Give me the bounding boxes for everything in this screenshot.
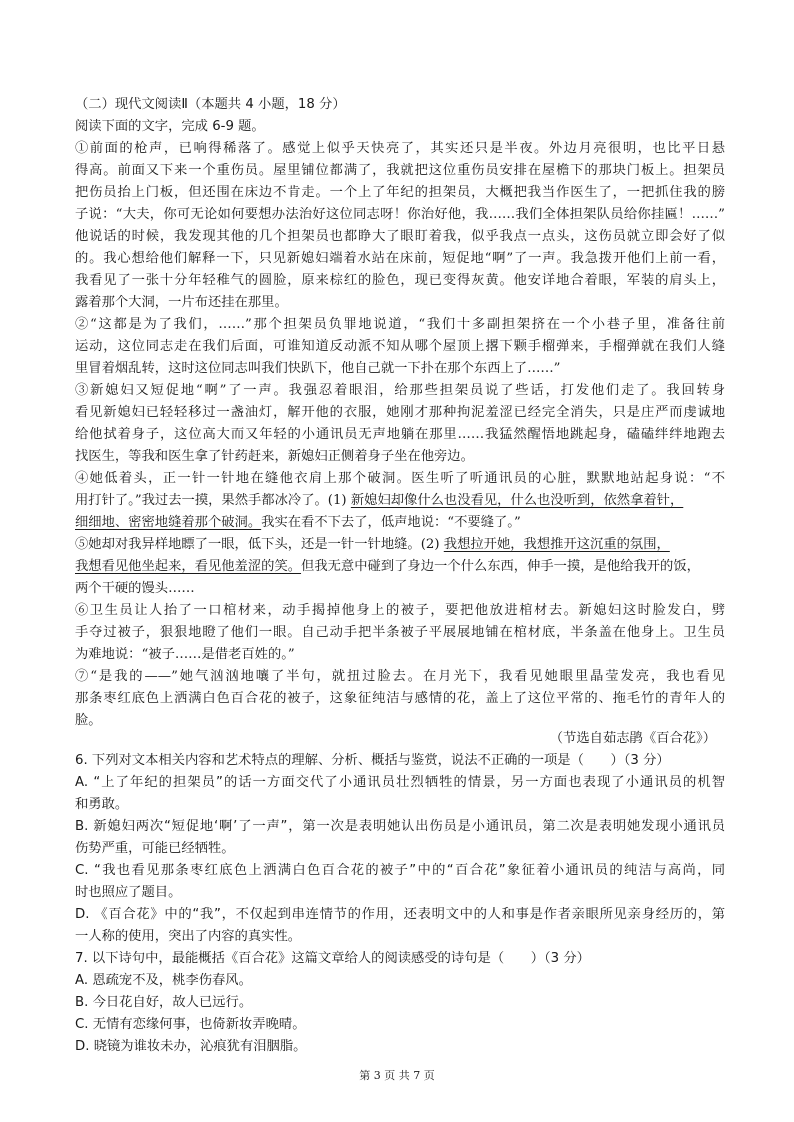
- passage-line: 的。我心想给他们解释一下，只见新媳妇端着水站在床前，短促地“啊”了一声。我急拨开他们上前一看，: [75, 251, 725, 266]
- passage-line: 里冒着烟乱转，这时这位同志叫我们快趴下，他自己就一下扑在那个东西上了……”: [75, 361, 561, 376]
- section-heading: （二）现代文阅读Ⅱ（本题共 4 小题，18 分）: [75, 97, 346, 112]
- passage-line: ⑥卫生员让人抬了一口棺材来，动手揭掉他身上的被子，要把他放进棺材去。新媳妇这时脸发白，劈: [75, 603, 725, 618]
- passage-line: [75, 534, 725, 556]
- question-6-option-a-cont: 和勇敢。: [75, 797, 129, 812]
- passage-line: 手夺过被子，狠狠地瞪了他们一眼。自己动手把半条被子平展展地铺在棺材底，半条盖在他身上。卫生员: [75, 625, 725, 640]
- plain-text: 但我无意中碰到了身边一个什么东西，伸手一摸，是他给我开的饭，: [301, 559, 700, 574]
- passage-line: 运动，这位同志走在我们后面，可谁知道反动派不知从哪个屋顶上撂下颗手榴弹来，手榴弹就在我们人缝: [75, 339, 725, 354]
- question-7-option-a: A. 恩疏宠不及，桃李伤春风。: [75, 973, 252, 988]
- section-instruction: 阅读下面的文字，完成 6-9 题。: [75, 119, 265, 134]
- passage-line: 我看见了一张十分年轻稚气的圆脸，原来棕红的脸色，现已变得灰黄。他安详地合着眼，军装的肩头上，: [75, 273, 725, 288]
- passage-line: 两个干硬的馒头……: [75, 581, 195, 596]
- question-6-option-b: B. 新媳妇两次“短促地‘啊’了一声”，第一次是表明她认出伤员是小通讯员，第二次是表明她发现小通讯员: [75, 819, 725, 834]
- passage-line: 子说：“大夫，你可无论如何要想办法治好这位同志呀！你治好他，我……我们全体担架队员给你挂匾！……”: [75, 207, 725, 222]
- underlined-sentence-1-cont: 细细地、密密地缝着那个破洞。: [75, 515, 262, 530]
- question-7-option-c: C. 无情有恋缘何事，也倚新妆弄晚晴。: [75, 1017, 306, 1032]
- passage-line: 露着那个大洞，一片布还挂在那里。: [75, 295, 288, 310]
- passage-line: 得高。前面又下来一个重伤员。屋里铺位都满了，我就把这位重伤员安排在屋檐下的那块门板上。担架员: [75, 163, 725, 178]
- passage-line: ①前面的枪声，已响得稀落了。感觉上似乎天快亮了，其实还只是半夜。外边月亮很明，也比平日悬: [75, 141, 725, 156]
- passage-line: 脸。: [75, 713, 102, 728]
- question-6-option-d-cont: 一人称的使用，突出了内容的真实性。: [75, 929, 302, 944]
- passage-line: ④她低着头，正一针一针地在缝他衣肩上那个破洞。医生听了听通讯员的心脏，默默地站起身说：“不: [75, 471, 725, 486]
- passage-source: （节选自茹志鹃《百合花》）: [549, 731, 716, 746]
- passage-line: 找医生，等我和医生拿了针药赶来，新媳妇正侧着身子坐在他旁边。: [75, 449, 474, 464]
- passage-line: [75, 512, 725, 534]
- passage-line: 给他拭着身子，这位高大而又年轻的小通讯员无声地躺在那里……我猛然醒悟地跳起身，磕磕绊绊地跑去: [75, 427, 725, 442]
- underlined-sentence-1: 新媳妇却像什么也没看见，什么也没听到，依然拿着针，: [350, 493, 684, 508]
- question-6-option-c-cont: 时也照应了题目。: [75, 885, 182, 900]
- passage-line: ⑦“是我的——”她气汹汹地嚷了半句，就扭过脸去。在月光下，我看见她眼里晶莹发亮，我也看见: [75, 669, 725, 684]
- page-number-footer: 第 3 页 共 7 页: [359, 1069, 435, 1082]
- passage-line: ③新媳妇又短促地“啊”了一声。我强忍着眼泪，给那些担架员说了些话，打发他们走了。我回转身: [75, 383, 725, 398]
- passage-line: 那条枣红底色上洒满白色百合花的被子，这象征纯洁与感情的花，盖上了这位平常的、拖毛竹的青年人的: [75, 691, 725, 706]
- question-7-option-b: B. 今日花自好，故人已远行。: [75, 995, 253, 1010]
- passage-line: [75, 556, 725, 578]
- plain-text: ⑤她却对我异样地瞟了一眼，低下头，还是一针一针地缝。(2): [75, 537, 444, 552]
- question-6-option-a: A. “上了年纪的担架员”的话一方面交代了小通讯员壮烈牺牲的情景，另一方面也表现了小通讯员的机智: [75, 775, 725, 790]
- question-6-stem: 6. 下列对文本相关内容和艺术特点的理解、分析、概括与鉴赏，说法不正确的一项是（ ）（3 分）: [75, 753, 670, 768]
- plain-text: 用打针了。”我过去一摸，果然手都冰冷了。(1): [75, 493, 351, 508]
- underlined-sentence-2: 我想拉开她，我想推开这沉重的氛围，: [443, 537, 670, 552]
- question-6-option-d: D. 《百合花》中的“我”，不仅起到串连情节的作用，还表明文中的人和事是作者亲眼所见亲身经历的，第: [75, 907, 725, 922]
- passage-line: 为难地说：“被子……是借老百姓的。”: [75, 647, 295, 662]
- passage-line: 把伤员抬上门板，但还围在床边不肯走。一个上了年纪的担架员，大概把我当作医生了，一把抓住我的膀: [75, 185, 725, 200]
- question-6-option-c: C. “我也看见那条枣红底色上洒满白色百合花的被子”中的“百合花”象征着小通讯员的纯洁与高尚，同: [75, 863, 725, 878]
- question-7-stem: 7. 以下诗句中，最能概括《百合花》这篇文章给人的阅读感受的诗句是（ ）（3 分）: [75, 951, 590, 966]
- plain-text: 我实在看不下去了，低声地说：“不要缝了。”: [261, 515, 521, 530]
- question-7-option-d: D. 晓镜为谁妆未办，沁痕犹有泪胭脂。: [75, 1039, 307, 1054]
- underlined-sentence-2-cont: 我想看见他坐起来，看见他羞涩的笑。: [75, 559, 302, 574]
- passage-line: [75, 490, 725, 512]
- passage-line: 看见新媳妇已轻轻移过一盏油灯，解开他的衣服，她刚才那种拘泥羞涩已经完全消失，只是庄严而虔诚地: [75, 405, 725, 420]
- passage-line: ②“这都是为了我们，……”那个担架员负罪地说道，“我们十多副担架挤在一个小巷子里，准备往前: [75, 317, 725, 332]
- passage-line: 他说话的时候，我发现其他的几个担架员也都睁大了眼盯着我，似乎我点一点头，这伤员就立即会好了似: [75, 229, 725, 244]
- question-6-option-b-cont: 伤势严重，可能已经牺牲。: [75, 841, 235, 856]
